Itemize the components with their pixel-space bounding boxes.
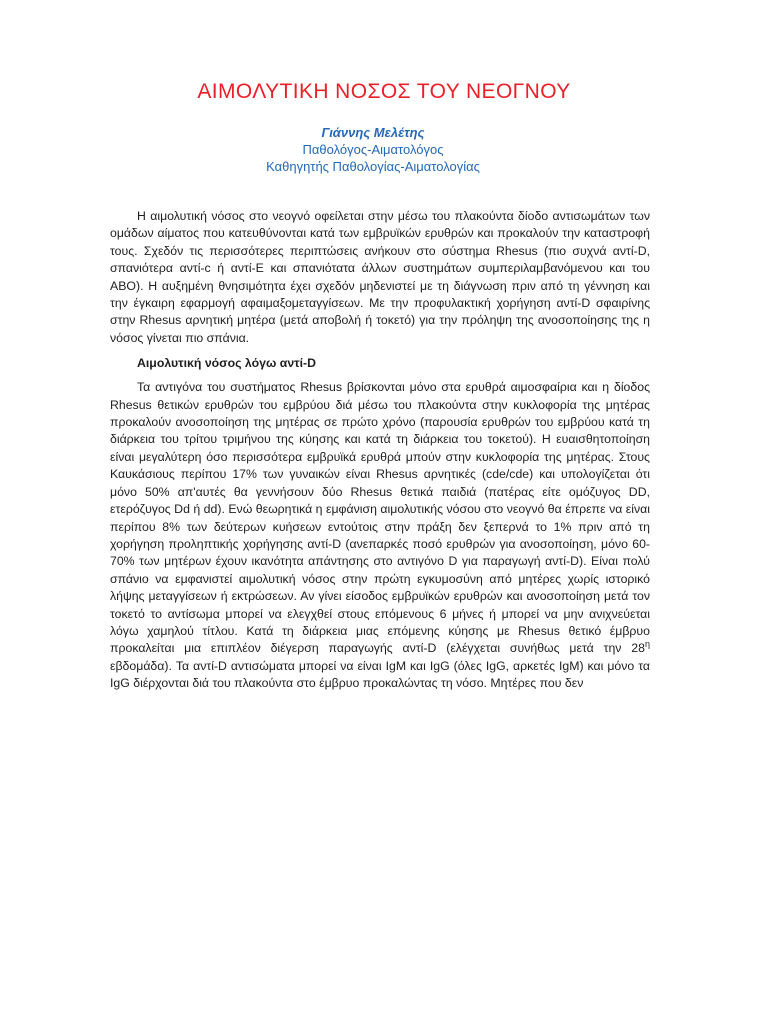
author-name: Γιάννης Μελέτης [321,125,425,140]
section-paragraph-text: Τα αντιγόνα του συστήματος Rhesus βρίσκονται μόνο στα ερυθρά αιμοσφαίρια και η δίοδος Rhesus θετικών ερυθρών του εμβρύου διά μέσω του πλακούντα στην κυκλοφορία της μητέρας προκαλούν ανοσοποίηση της μητέρας σε πρώτο χρόνο (παρουσία ερυθρών του εμβρύου κατά τη διάρκεια του τρίτου τριμήνου της κύησης και κατά τη διάρκεια του τοκετού). Η ευαισθητοποίηση είναι μεγαλύτερη όσο περισσότερα εμβρυϊκά ερυθρά μπούν στην κυκλοφορία της μητέρας. Στους Καυκάσιους περίπου 17% των γυναικών είναι Rhesus αρνητικές (cde/cde) και υπολογίζεται ότι μόνο 50% απ'αυτές θα γεννήσουν δύο Rhesus θετικά παιδιά (πατέρας είτε ομόζυγος DD, ετερόζυγος Dd ή dd). Ενώ θεωρητικά η εμφάνιση αιμολυτικής νόσου στο νεογνό θα έπρεπε να είναι περίπου 8% των δεύτερων κυήσεων εντούτοις στην πράξη δεν ξεπερνά το 1% πριν από τη χορήγηση προληπτικής χορήγησης αντί-D (ανεπαρκές ποσό ερυθρών για ανοσοποίηση, μόνο 60-70% των μητέρων έχουν ικανότητα απάντησης στο αντιγόνο D για παραγωγή αντί-D). Είναι πολύ σπάνιο να εμφανιστεί αιμολυτική νόσος στην πρώτη εγκυμοσύνη από μητέρες χωρίς ιστορικό λήψης μεταγγίσεων ή εκτρώσεων. Αν γίνει είσοδος εμβρυϊκών ερυθρών και ανοσοποίηση μετά τον τοκετό το αντίσωμα μπορεί να ελεγχθεί στους επόμενους 6 μήνες ή μπορεί να μην ανιχνεύεται λόγω χαμηλού τίτλου. Κατά τη διάρκεια μιας επόμενης κύησης με Rhesus θετικό έμβρυο προκαλείται μια επιπλέον διέγερση παραγωγής αντί-D (ελέγχεται συνήθως μετά την 28 [110,380,650,656]
document-title: ΑΙΜΟΛΥΤΙΚΗ ΝΟΣΟΣ ΤΟΥ ΝΕΟΓΝΟΥ [197,80,571,103]
author-block [0,124,746,175]
author-role: Παθολόγος-Αιματολόγος [302,142,444,157]
section-paragraph-text-continued: εβδομάδα). Τα αντί-D αντισώματα μπορεί να είναι IgM και IgG (όλες IgG, αρκετές IgM) και μόνο τα IgG διέρχονται διά του πλακούντα στο έμβρυο προκαλώντας τη νόσο. Μητέρες που δεν [110,658,650,691]
author-position: Καθηγητής Παθολογίας-Αιματολογίας [266,159,480,174]
intro-paragraph: Η αιμολυτική νόσος στο νεογνό οφείλεται στην μέσω του πλακούντα δίοδο αντισωμάτων των ομάδων αίματος που κατευθύνονται κατά των εμβρυϊκών ερυθρών και προκαλούν την καταστροφή τους. Σχεδόν τις περισσότερες περιπτώσεις ανήκουν στο σύστημα Rhesus (πιο συχνά αντί-D, σπανιότερα αντί-c ή αντί-E και σπανιότατα άλλων συστημάτων συμπεριλαμβανόμενου και του ABO). Η αυξημένη θνησιμότητα έχει σχεδόν μηδενιστεί με τη διάγνωση πριν από τη γέννηση και την έγκαιρη εφαρμογή αφαιμαξομεταγγίσεων. Με την προφυλακτική χορήγηση αντί-D σφαιρίνης στην Rhesus αρνητική μητέρα (μετά αποβολή ή τοκετό) για την πρόληψη της ανοσοποίησης της η νόσος γίνεται πιο σπάνια. [110,209,650,345]
section-heading: Αιμολυτική νόσος λόγω αντί-D [137,356,317,371]
document-body [110,208,650,693]
section-paragraph [110,379,650,692]
ordinal-superscript: η [644,639,650,650]
